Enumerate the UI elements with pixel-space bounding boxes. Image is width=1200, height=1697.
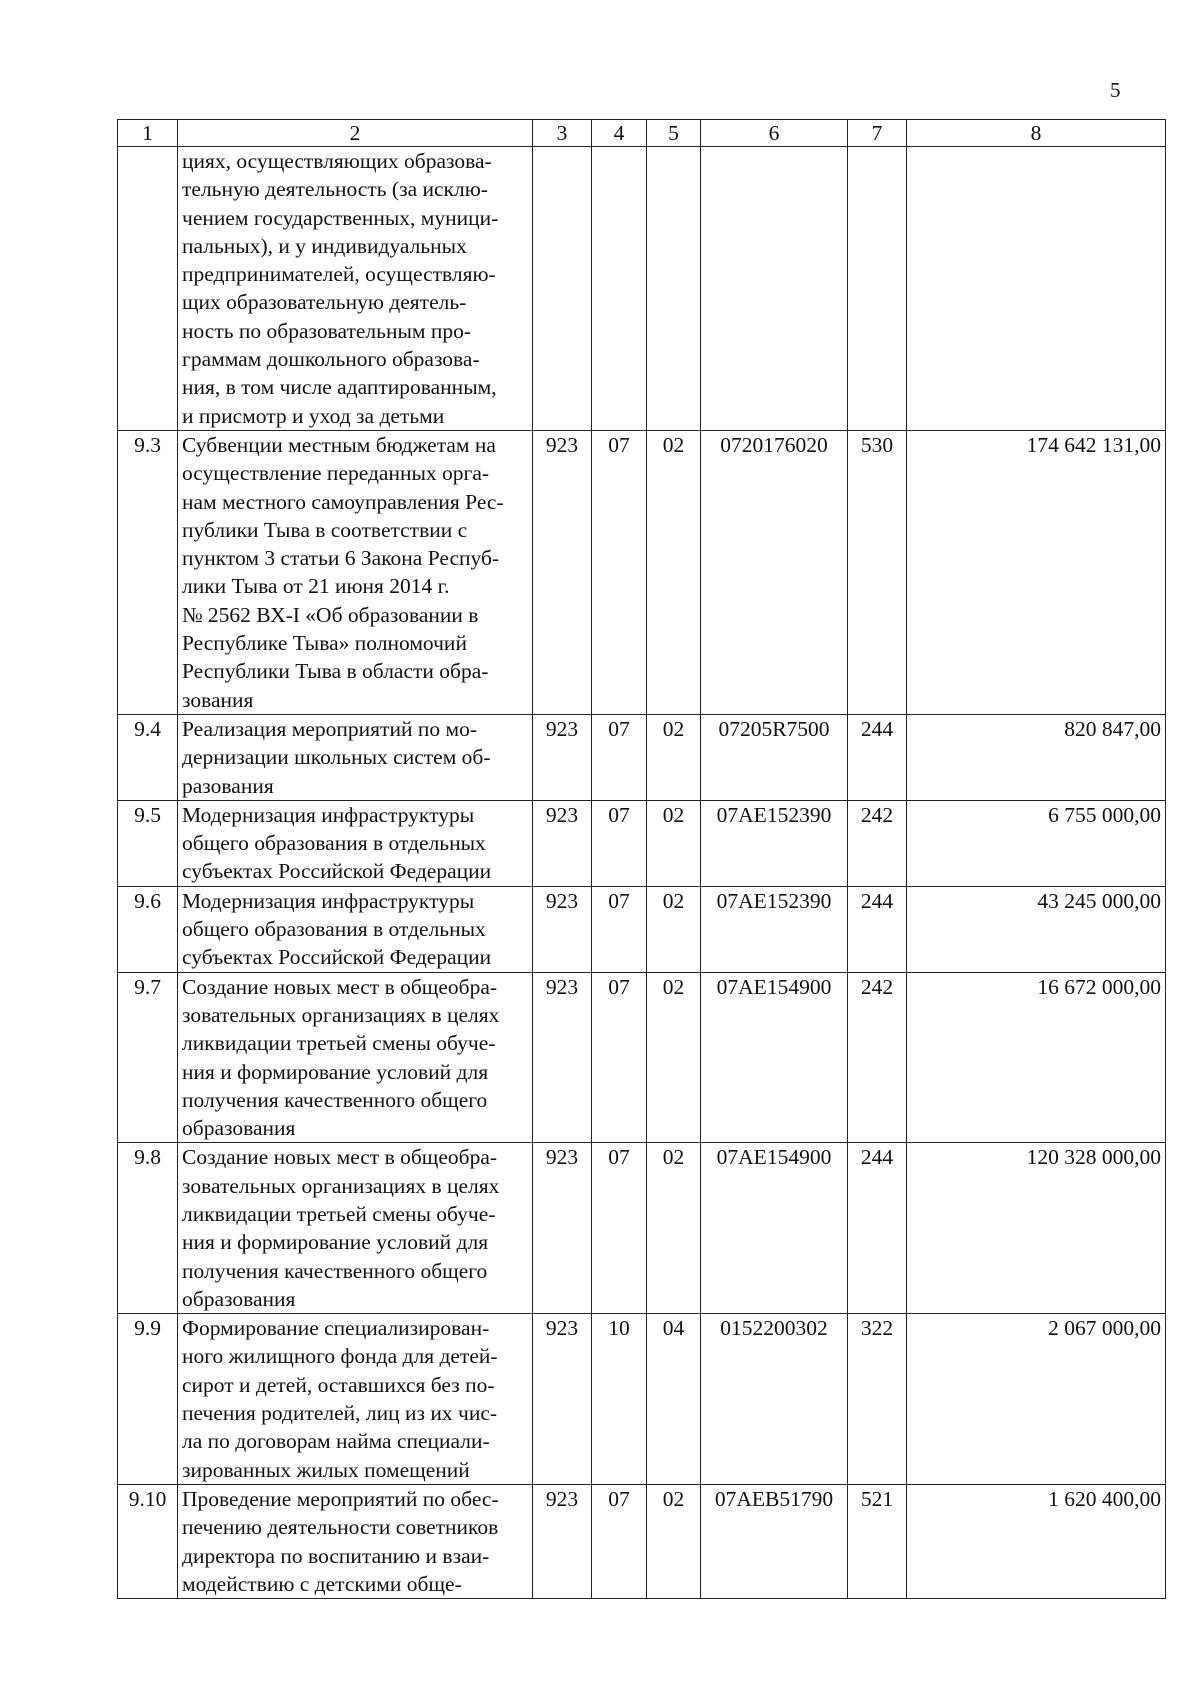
row-description: Субвенции местным бюджетам на осуществление переданных орга- нам местного самоуправления Рес- публики Тыва в соответствии с пунктом 3 статьи 6 Закона Респуб- лики Тыва от 21 июня 2014 г. № 2562 ВХ-I «Об образовании в Республике Тыва» полномочий Республики Тыва в области обра- зования <box>178 430 533 714</box>
continuation-empty-cell <box>592 147 647 431</box>
row-col-7: 521 <box>848 1484 907 1598</box>
continuation-empty-cell <box>533 147 592 431</box>
row-col-4: 07 <box>592 714 647 800</box>
header-col-6: 6 <box>701 120 848 147</box>
table-row <box>118 1314 1166 1485</box>
continuation-empty-cell <box>701 147 848 431</box>
table-row <box>118 1484 1166 1598</box>
row-col-3: 923 <box>533 1484 592 1598</box>
row-col-4: 07 <box>592 886 647 972</box>
row-col-5: 04 <box>647 1314 701 1485</box>
row-col-4: 10 <box>592 1314 647 1485</box>
row-col-7: 244 <box>848 714 907 800</box>
header-col-8: 8 <box>907 120 1166 147</box>
row-col-4: 07 <box>592 430 647 714</box>
row-col-6: 07205R7500 <box>701 714 848 800</box>
row-col-6: 0720176020 <box>701 430 848 714</box>
row-col-7: 322 <box>848 1314 907 1485</box>
row-description: Модернизация инфраструктуры общего образования в отдельных субъектах Российской Федерации <box>178 800 533 886</box>
row-col-4: 07 <box>592 800 647 886</box>
row-col-3: 923 <box>533 1143 592 1314</box>
row-col-6: 0152200302 <box>701 1314 848 1485</box>
row-description: Модернизация инфраструктуры общего образования в отдельных субъектах Российской Федерации <box>178 886 533 972</box>
row-col-3: 923 <box>533 800 592 886</box>
row-description: Создание новых мест в общеобра- зовательных организациях в целях ликвидации третьей смены обуче- ния и формирование условий для получения качественного общего образования <box>178 972 533 1143</box>
row-col-3: 923 <box>533 886 592 972</box>
row-col-7: 242 <box>848 972 907 1143</box>
header-col-2: 2 <box>178 120 533 147</box>
row-number: 9.5 <box>118 800 178 886</box>
continuation-empty-cell <box>647 147 701 431</box>
header-col-3: 3 <box>533 120 592 147</box>
row-col-3: 923 <box>533 972 592 1143</box>
continuation-empty-cell <box>848 147 907 431</box>
row-col-7: 244 <box>848 1143 907 1314</box>
row-number: 9.8 <box>118 1143 178 1314</box>
row-number: 9.6 <box>118 886 178 972</box>
row-col-4: 07 <box>592 1143 647 1314</box>
row-col-6: 07AE152390 <box>701 800 848 886</box>
row-amount: 120 328 000,00 <box>907 1143 1166 1314</box>
row-col-3: 923 <box>533 1314 592 1485</box>
row-col-6: 07AE154900 <box>701 972 848 1143</box>
row-col-5: 02 <box>647 714 701 800</box>
row-number: 9.4 <box>118 714 178 800</box>
header-col-1: 1 <box>118 120 178 147</box>
budget-table <box>117 119 1166 1599</box>
header-col-7: 7 <box>848 120 907 147</box>
continuation-row <box>118 147 1166 431</box>
row-amount: 6 755 000,00 <box>907 800 1166 886</box>
row-col-6: 07AE152390 <box>701 886 848 972</box>
row-number: 9.10 <box>118 1484 178 1598</box>
row-amount: 1 620 400,00 <box>907 1484 1166 1598</box>
row-col-5: 02 <box>647 800 701 886</box>
table-row <box>118 800 1166 886</box>
header-col-5: 5 <box>647 120 701 147</box>
row-description: Создание новых мест в общеобра- зовательных организациях в целях ликвидации третьей смены обуче- ния и формирование условий для получения качественного общего образования <box>178 1143 533 1314</box>
row-amount: 2 067 000,00 <box>907 1314 1166 1485</box>
row-amount: 16 672 000,00 <box>907 972 1166 1143</box>
row-col-6: 07AEB51790 <box>701 1484 848 1598</box>
header-row <box>118 120 1166 147</box>
table-row <box>118 430 1166 714</box>
row-description: Проведение мероприятий по обес- печению деятельности советников директора по воспитанию и взаи- модействию с детскими обще- <box>178 1484 533 1598</box>
table-row <box>118 972 1166 1143</box>
row-col-7: 530 <box>848 430 907 714</box>
row-amount: 174 642 131,00 <box>907 430 1166 714</box>
header-col-4: 4 <box>592 120 647 147</box>
row-col-4: 07 <box>592 972 647 1143</box>
row-col-5: 02 <box>647 1143 701 1314</box>
row-col-5: 02 <box>647 430 701 714</box>
table-row <box>118 886 1166 972</box>
row-description: Реализация мероприятий по мо- дернизации школьных систем об- разования <box>178 714 533 800</box>
row-col-4: 07 <box>592 1484 647 1598</box>
row-col-3: 923 <box>533 430 592 714</box>
row-col-5: 02 <box>647 972 701 1143</box>
row-col-7: 242 <box>848 800 907 886</box>
row-col-3: 923 <box>533 714 592 800</box>
row-number: 9.9 <box>118 1314 178 1485</box>
table-row <box>118 1143 1166 1314</box>
row-col-5: 02 <box>647 886 701 972</box>
row-description: Формирование специализирован- ного жилищного фонда для детей- сирот и детей, оставшихся без по- печения родителей, лиц из их чис- ла по договорам найма специали- зированных жилых помещений <box>178 1314 533 1485</box>
row-amount: 820 847,00 <box>907 714 1166 800</box>
table-row <box>118 714 1166 800</box>
continuation-empty-cell <box>907 147 1166 431</box>
row-amount: 43 245 000,00 <box>907 886 1166 972</box>
row-col-6: 07AE154900 <box>701 1143 848 1314</box>
row-number: 9.7 <box>118 972 178 1143</box>
row-number: 9.3 <box>118 430 178 714</box>
row-col-7: 244 <box>848 886 907 972</box>
continuation-text: циях, осуществляющих образова- тельную деятельность (за исклю- чением государственных, муници- пальных), и у индивидуальных предпринимателей, осуществляю- щих образовательную деятель- ность по образовательным про- граммам дошкольного образова- ния, в том числе адаптированным, и присмотр и уход за детьми <box>178 147 533 431</box>
page-number: 5 <box>1110 78 1121 102</box>
continuation-id-cell <box>118 147 178 431</box>
row-col-5: 02 <box>647 1484 701 1598</box>
